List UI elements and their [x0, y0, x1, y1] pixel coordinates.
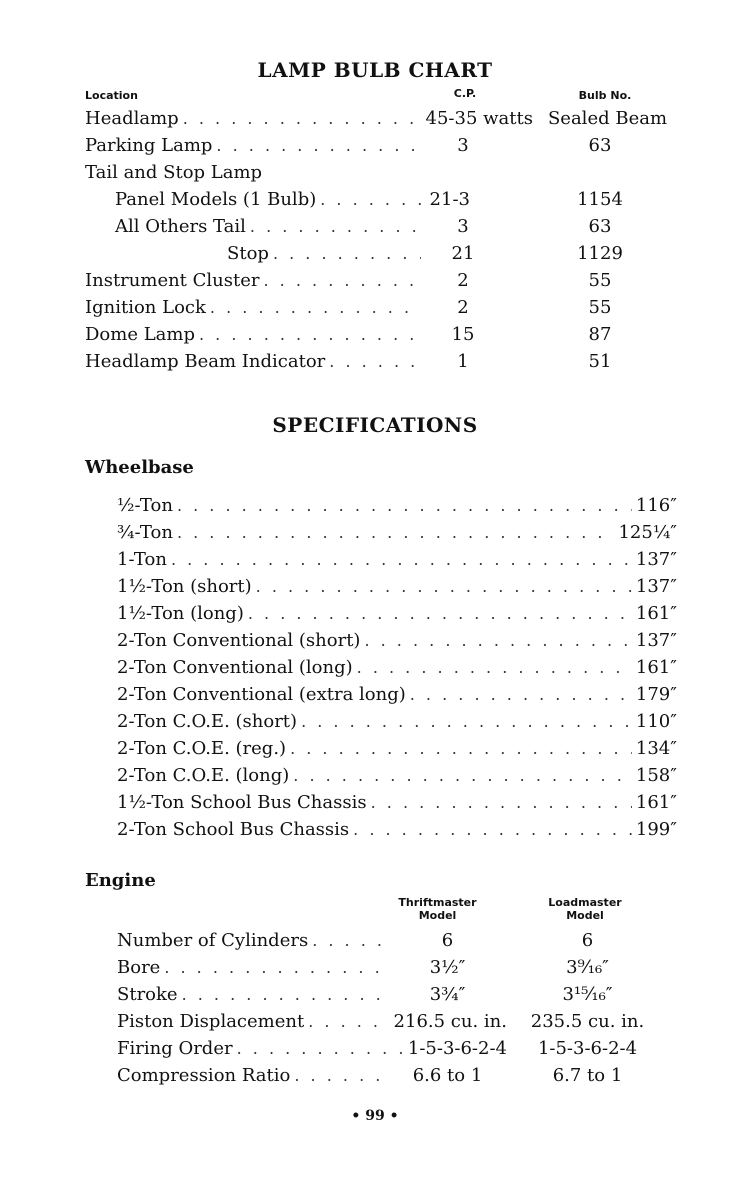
wheelbase-label: 2-Ton School Bus Chassis: [117, 819, 350, 840]
lamp-cp: 3: [457, 135, 469, 156]
leader-dots: [237, 1036, 404, 1062]
wheelbase-row: [117, 763, 677, 789]
loadmaster-value: 235.5 cu. in.: [530, 1011, 645, 1032]
leader-dots: [301, 709, 632, 735]
leader-dots: [371, 790, 632, 816]
lamp-location: Stop: [227, 243, 269, 264]
lamp-row: [227, 241, 425, 267]
lamp-location: All Others Tail: [115, 216, 246, 237]
wheelbase-label: 2-Ton Conventional (long): [117, 657, 353, 678]
loadmaster-header: [530, 896, 640, 922]
engine-label: Piston Displacement: [117, 1011, 305, 1032]
lamp-bulb: 63: [588, 216, 612, 237]
wheelbase-value: 161″: [635, 792, 677, 813]
wheelbase-value: 158″: [635, 765, 677, 786]
lamp-location: Panel Models (1 Bulb): [115, 189, 317, 210]
leader-dots: [248, 601, 632, 627]
thriftmaster-value: 3½″: [429, 957, 466, 978]
wheelbase-row: [117, 520, 677, 546]
thriftmaster-header: [385, 896, 490, 922]
lamp-cp: 21-3: [429, 189, 470, 210]
wheelbase-value: 110″: [635, 711, 677, 732]
lamp-location: Parking Lamp: [85, 135, 213, 156]
wheelbase-row: [117, 628, 677, 654]
wheelbase-row: [117, 601, 677, 627]
wheelbase-row: [117, 817, 677, 843]
leader-dots: [320, 187, 425, 213]
leader-dots: [410, 682, 632, 708]
leader-dots: [199, 322, 421, 348]
lamp-location: Dome Lamp: [85, 324, 195, 345]
wheelbase-value: 161″: [635, 603, 677, 624]
cp-header: C.P.: [453, 87, 477, 100]
engine-row: [117, 982, 392, 1008]
bulb-header: Bulb No.: [578, 89, 632, 102]
loadmaster-value: 1-5-3-6-2-4: [537, 1038, 638, 1059]
loadmaster-value: 3¹⁵⁄₁₆″: [562, 984, 613, 1005]
engine-row: [117, 1009, 507, 1035]
lamp-bulb: 55: [588, 297, 612, 318]
lamp-cp: 2: [457, 270, 469, 291]
lamp-location: Instrument Cluster: [85, 270, 260, 291]
leader-dots: [210, 295, 421, 321]
engine-label: Stroke: [117, 984, 178, 1005]
thriftmaster-header-line2: Model: [418, 909, 457, 922]
leader-dots: [171, 547, 632, 573]
leader-dots: [256, 574, 632, 600]
lamp-bulb: 1129: [577, 243, 623, 264]
wheelbase-row: [117, 709, 677, 735]
wheelbase-value: 116″: [635, 495, 677, 516]
lamp-cp: 21: [451, 243, 475, 264]
wheelbase-label: 2-Ton C.O.E. (long): [117, 765, 290, 786]
wheelbase-row: [117, 736, 677, 762]
thriftmaster-value: 3¾″: [429, 984, 466, 1005]
loadmaster-value: 3⁹⁄₁₆″: [566, 957, 609, 978]
thriftmaster-value: 216.5 cu. in.: [393, 1011, 507, 1032]
lamp-location: Tail and Stop Lamp: [85, 162, 263, 183]
leader-dots: [183, 106, 422, 132]
engine-label: Bore: [117, 957, 161, 978]
lamp-location: Ignition Lock: [85, 297, 206, 318]
lamp-cp: 45-35 watts: [425, 108, 533, 129]
leader-dots: [329, 349, 421, 375]
loadmaster-value: 6.7 to 1: [552, 1065, 623, 1086]
leader-dots: [273, 241, 421, 267]
wheelbase-label: ½-Ton: [117, 495, 173, 516]
leader-dots: [308, 1009, 389, 1035]
wheelbase-value: 125¼″: [618, 522, 677, 543]
wheelbase-value: 137″: [635, 630, 677, 651]
lamp-row: [85, 106, 533, 132]
wheelbase-label: 1½-Ton (long): [117, 603, 244, 624]
lamp-bulb: 55: [588, 270, 612, 291]
specifications-title: SPECIFICATIONS: [272, 413, 478, 437]
lamp-row: [85, 349, 425, 375]
lamp-bulb: 87: [588, 324, 612, 345]
leader-dots: [164, 955, 388, 981]
wheelbase-label: ¾-Ton: [117, 522, 173, 543]
wheelbase-heading: Wheelbase: [85, 457, 194, 478]
lamp-cp: 3: [457, 216, 469, 237]
lamp-chart-title: LAMP BULB CHART: [257, 58, 493, 82]
leader-dots: [177, 520, 615, 546]
wheelbase-label: 2-Ton Conventional (short): [117, 630, 361, 651]
lamp-bulb: 1154: [577, 189, 623, 210]
leader-dots: [312, 928, 388, 954]
thriftmaster-value: 6.6 to 1: [412, 1065, 483, 1086]
loadmaster-header-line1: Loadmaster: [548, 896, 622, 909]
lamp-row: [115, 214, 425, 240]
leader-dots: [353, 817, 632, 843]
lamp-row: [85, 295, 425, 321]
wheelbase-row: [117, 493, 677, 519]
wheelbase-row: [117, 790, 677, 816]
lamp-row: [115, 187, 470, 213]
wheelbase-value: 199″: [635, 819, 677, 840]
lamp-row: [85, 268, 425, 294]
leader-dots: [364, 628, 631, 654]
leader-dots: [177, 493, 632, 519]
thriftmaster-header-line1: Thriftmaster: [398, 896, 477, 909]
lamp-location: Headlamp: [85, 108, 179, 129]
leader-dots: [290, 736, 632, 762]
lamp-cp: 1: [457, 351, 469, 372]
lamp-cp: 15: [451, 324, 475, 345]
wheelbase-value: 137″: [635, 576, 677, 597]
engine-heading: Engine: [85, 870, 156, 891]
thriftmaster-value: 1-5-3-6-2-4: [407, 1038, 507, 1059]
engine-row: [117, 1036, 507, 1062]
leader-dots: [357, 655, 632, 681]
wheelbase-row: [117, 655, 677, 681]
wheelbase-value: 161″: [635, 657, 677, 678]
lamp-row: [85, 160, 425, 186]
wheelbase-value: 179″: [635, 684, 677, 705]
page-number: • 99 •: [351, 1108, 399, 1124]
lamp-cp: 2: [457, 297, 469, 318]
engine-row: [117, 955, 392, 981]
engine-label: Firing Order: [117, 1038, 233, 1059]
lamp-row: [85, 322, 425, 348]
engine-row: [117, 928, 392, 954]
engine-label: Number of Cylinders: [117, 930, 309, 951]
wheelbase-value: 137″: [635, 549, 677, 570]
wheelbase-label: 1½-Ton (short): [117, 576, 252, 597]
leader-dots: [264, 268, 422, 294]
wheelbase-label: 1-Ton: [117, 549, 167, 570]
lamp-location: Headlamp Beam Indicator: [85, 351, 326, 372]
lamp-row: [85, 133, 425, 159]
loadmaster-header-line2: Model: [566, 909, 604, 922]
loadmaster-value: 6: [581, 930, 594, 951]
wheelbase-label: 2-Ton C.O.E. (reg.): [117, 738, 287, 759]
engine-label: Compression Ratio: [117, 1065, 291, 1086]
wheelbase-label: 2-Ton C.O.E. (short): [117, 711, 298, 732]
leader-dots: [182, 982, 388, 1008]
wheelbase-label: 1½-Ton School Bus Chassis: [117, 792, 367, 813]
lamp-bulb: 63: [588, 135, 612, 156]
leader-dots: [294, 1063, 388, 1089]
wheelbase-row: [117, 574, 677, 600]
wheelbase-value: 134″: [635, 738, 677, 759]
thriftmaster-value: 6: [441, 930, 454, 951]
location-header: Location: [85, 89, 138, 102]
engine-row: [117, 1063, 392, 1089]
lamp-bulb: Sealed Beam: [547, 108, 668, 129]
leader-dots: [293, 763, 632, 789]
wheelbase-row: [117, 547, 677, 573]
wheelbase-label: 2-Ton Conventional (extra long): [117, 684, 406, 705]
leader-dots: [216, 133, 421, 159]
leader-dots: [250, 214, 421, 240]
lamp-bulb: 51: [588, 351, 612, 372]
wheelbase-row: [117, 682, 677, 708]
